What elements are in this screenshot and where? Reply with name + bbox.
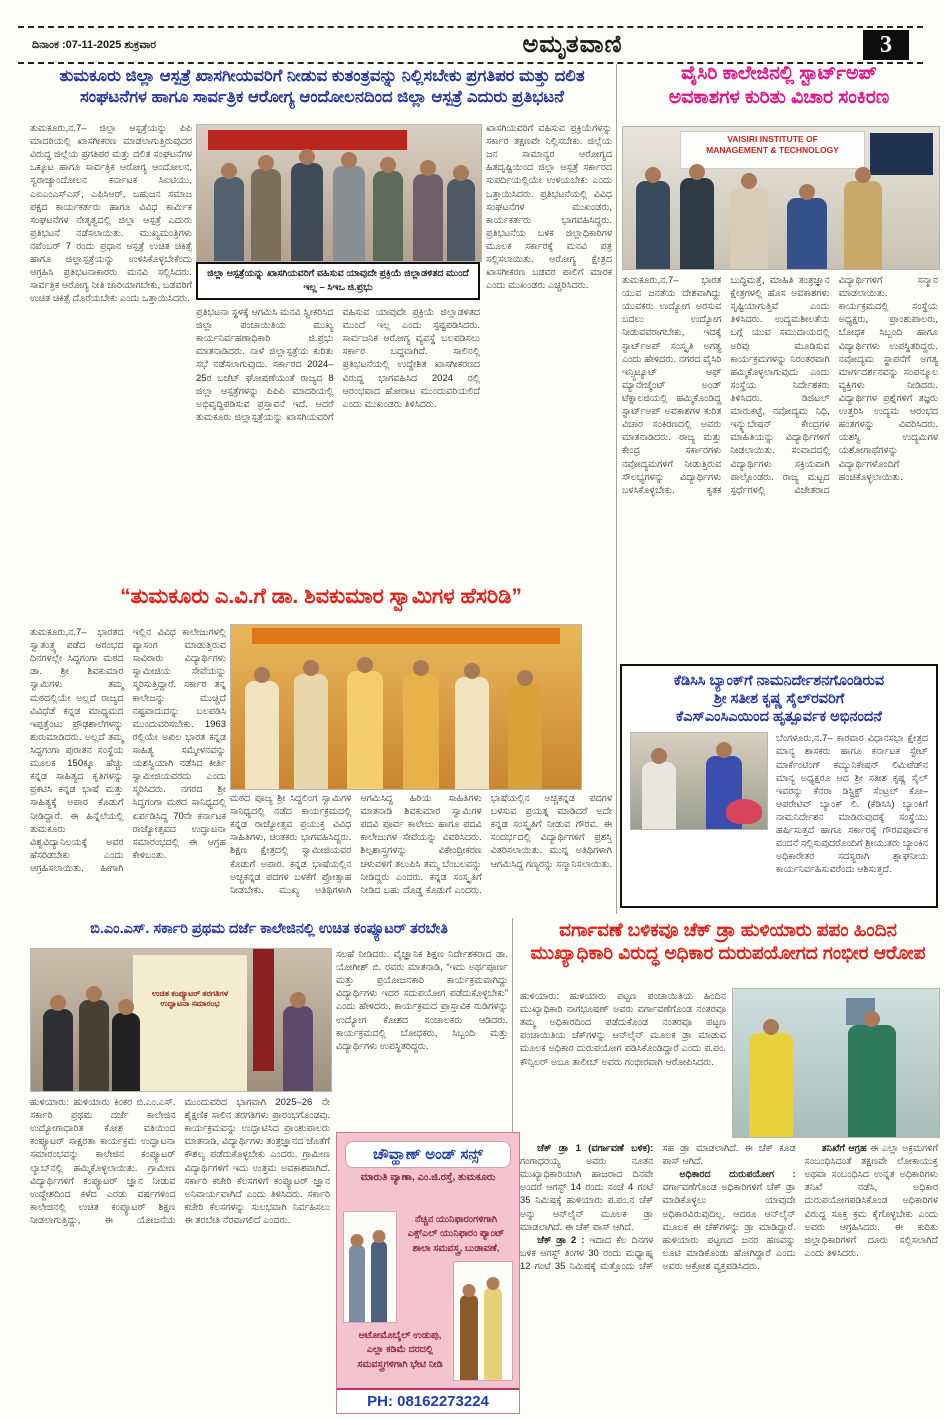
hospital-underphoto-text: ಪ್ರತಿಭಟನಾ ಸ್ಥಳಕ್ಕೆ ಆಗಮಿಸಿ ಮನವಿ ಸ್ವೀಕರಿಸಿದ ಜಿಲ್ಲಾ ಪಂಚಾಯಿತಿಯ ಮುಖ್ಯ ಕಾರ್ಯನಿರ್ವಹಣಾಧಿಕಾರಿ ಜಿ.ಪ್ರಭು ಮಾತನಾಡಿದರು. ನಾಳೆ ಜಿಲ್ಲಾಸ್ಪತ್ರೆಯ ಕುರಿತು ಸಭೆ ನಡೆಸಲಾಗುವುದು. ಸರ್ಕಾರದ 2024–25ರ ಬಜೆಟ್ ಘೋಷಣೆಯಂತೆ ರಾಜ್ಯದ 8 ಜಿಲ್ಲಾ ಆಸ್ಪತ್ರೆಗಳನ್ನು ಪಿಪಿಪಿ ಮಾದರಿಯಲ್ಲಿ ಅಭಿವೃದ್ಧಿಪಡಿಸುವ ಪ್ರಸ್ತಾವನೆ ಇದೆ. ಆದರೆ ತುಮಕೂರು ಜಿಲ್ಲಾಸ್ಪತ್ರೆಯನ್ನು ಖಾಸಗಿಯವರಿಗೆ ವಹಿಸುವ ಯಾವುದೇ ಪ್ರಕ್ರಿಯೆ ಜಿಲ್ಲಾಡಳಿತದ ಮುಂದೆ ಇಲ್ಲ ಎಂದು ಸ್ಪಷ್ಟಪಡಿಸಿದರು. ಸಾರ್ವಜನಿಕ ಆರೋಗ್ಯ ವ್ಯವಸ್ಥೆ ಬಲಪಡಿಸಲು ಸರ್ಕಾರ ಬದ್ಧವಾಗಿದೆ. ಸಾಲಿನಲ್ಲಿ ಪ್ರತಿಭಟನೆಯಲ್ಲಿ ಉದ್ದೇಶಿತ ಖಾಸಗೀಕರಣದ ವಿರುದ್ಧ ಭಾಗವಹಿಸಿದ 2024 ರಲ್ಲಿ ಆರಂಭವಾದ ಹೋರಾಟ ಮುಂದುವರಿಯಲಿದೆ ಎಂದು ಮುಖಂಡರು ತಿಳಿಸಿದರು. (196, 307, 480, 423)
masthead: ಅಮೃತವಾಣಿ (522, 31, 623, 58)
transfer-subhead-1: ಚೆಕ್ ಡ್ರಾ 1 (ವರ್ಗಾವಣೆ ಬಳಿಕ): (537, 1143, 654, 1154)
uniform-shop-ad (336, 1132, 520, 1414)
hospital-left-column: ತುಮಕೂರು,ನ.7– ಜಿಲ್ಲಾ ಆಸ್ಪತ್ರೆಯನ್ನು ಪಿಪಿ ಮಾದರಿಯಲ್ಲಿ ಖಾಸಗೀಕರಣ ಮಾಡಲಾಗುತ್ತಿರುವುದರ ವಿರುದ್ಧ ಜಿಲ್ಲೆಯ ಪ್ರಗತಿಪರ ಮತ್ತು ದಲಿತ ಸಂಘಟನೆಗಳ ಒಕ್ಕೂಟ ಹಾಗೂ ಸಾರ್ವತ್ರಿಕ ಆರೋಗ್ಯ ಆಂದೋಲನ, ಸ್ವರಾಜ್ಯಾಂದೋಲನ ಕರ್ನಾಟಕ ಸಿಐಟಿಯು, ಎಐಎಂಎಸ್ಎಸ್, ಎಪಿಸಿಆರ್, ಬಹುಜನ ಸಮಾಜ ಪಕ್ಷದ ಕಾರ್ಯಕರ್ತರು ಹಾಗೂ ವಿವಿಧ ಕಾರ್ಮಿಕ ಸಂಘಟನೆಗಳ ನೇತೃತ್ವದಲ್ಲಿ ಜಿಲ್ಲಾ ಆಸ್ಪತ್ರೆ ಎದುರು ಪ್ರತಿಭಟನೆ ನಡೆಸಲಾಯಿತು. ಮುಖ್ಯಮಂತ್ರಿಗಳು ನವೆಂಬರ್ 7 ರಂದು ಪ್ರಧಾನ ಆಸ್ಪತ್ರೆ ಉಚಿತ ಚಿಕಿತ್ಸೆ ಹಾಗೂ ಜಿಲ್ಲಾಸ್ಪತ್ರೆಯನ್ನು ಉಳಿಸಿಕೊಳ್ಳಬೇಕೆಂದು ಆಗ್ರಹಿಸಿ ಪ್ರತಿಭಟನಾಕಾರರು ಮನವಿ ಸಲ್ಲಿಸಿದರು. ಸಾರ್ವತ್ರಿಕ ಆರೋಗ್ಯ ನೀತಿ ಜಾರಿಯಾಗಬೇಕು, ಬಡವರಿಗೆ ಉಚಿತ ಚಿಕಿತ್ಸೆ ದೊರೆಯಬೇಕು ಎಂದು ಒತ್ತಾಯಿಸಿದರು. (30, 123, 192, 305)
ad-kids-image-left (343, 1211, 397, 1323)
kdcc-body: ಬೆಂಗಳೂರು,ನ.7– ಕಾರವಾರ ವಿಧಾನಸಭಾ ಕ್ಷೇತ್ರದ ಮಾನ್ಯ ಶಾಸಕರು ಹಾಗೂ ಕರ್ನಾಟಕ ಸ್ಟೇಟ್ ಮಾರ್ಕೆಂಟಿಂಗ್ ಕಮ್ಯುನಿಕೇಷನ್ ಲಿಮಿಟೆಡ್‌ನ ಮಾನ್ಯ ಅಧ್ಯಕ್ಷರೂ ಆದ ಶ್ರೀ ಸತೀಶ ಕೃಷ್ಣ ಸೈಲ್ ಇವರನ್ನು ಕೆನರಾ ಡಿಸ್ಟ್ರಿಕ್ಟ್ ಸೆಂಟ್ರಲ್ ಕೋ–ಆಪರೇಟಿವ್ ಬ್ಯಾಂಕ್ ಲಿ. (ಕೆಡಿಸಿಸಿ) ಬ್ಯಾಂಕಿಗೆ ನಾಮನಿರ್ದೇಶನ ಮಾಡಿರುವುದಕ್ಕೆ ಸಂಸ್ಥೆಯು ಹರ್ಷಿಸುತ್ತದೆ ಹಾಗೂ ಸರ್ಕಾರಕ್ಕೆ ಗೌರವಪೂರ್ವಕ ವಂದನೆ ಸಲ್ಲಿಸುವುದರೊಂದಿಗೆ ಶ್ರೀಯುತರು ಬ್ಯಾಂಕಿನ ಅಧಿಕಾರೇತರ ಸದಸ್ಯರಾಗಿ ಶ್ಲಾಘನೀಯ ಕಾರ್ಯನಿರ್ವಹಿಸುವರೆಂದು ಆಶಿಸುತ್ತದೆ. (776, 733, 928, 876)
ad-text-lines: ನೆಚ್ಚಿನ ಯುನಿಫಾರಂಗಳಿಗಾಗಿ ಎಕ್ಸ್‌ಎಲ್ ಯುನಿಫಾರಂ ಪ್ಯಾಂಟ್ ಶಾಲಾ ಸಮವಸ್ತ್ರ, ಬುಡಾವಣೆ, (407, 1214, 505, 1254)
vaisiri-banner-line2: MANAGEMENT & TECHNOLOGY (706, 144, 839, 155)
column-divider (616, 64, 617, 914)
transfer-subhead-4: ತನಿಖೆಗೆ ಆಗ್ರಹ (821, 1143, 867, 1154)
ad-text-lines-2: ಆಟೋಮೊಬೈಲ್ ಉಡುಪು, ಎಲ್ಲಾ ಕಡಿಮೆ ದರದಲ್ಲಿ ಸಮವಸ್ತ್ರಗಳಿಗಾಗಿ ಭೇಟಿ ನೀಡಿ (357, 1330, 443, 1370)
hospital-right-column: ಖಾಸಗಿಯವರಿಗೆ ವಹಿಸುವ ಪ್ರಕ್ರಿಯೆಗಳನ್ನು ಸರ್ಕಾರ ತಕ್ಷಣವೇ ನಿಲ್ಲಿಸಬೇಕು. ಜಿಲ್ಲೆಯ ಜನ ಸಾಮಾನ್ಯರ ಆರೋಗ್ಯದ ಹಿತದೃಷ್ಟಿಯಿಂದ ಜಿಲ್ಲಾ ಆಸ್ಪತ್ರೆ ಸರ್ಕಾರದ ಸುಪರ್ದಿಯಲ್ಲಿಯೇ ಉಳಿಯಬೇಕು ಎಂದು ಒತ್ತಾಯಿಸಿದರು. ಪ್ರತಿಭಟನೆಯಲ್ಲಿ ವಿವಿಧ ಸಂಘಟನೆಗಳ ಮುಖಂಡರು, ಕಾರ್ಯಕರ್ತರು ಭಾಗವಹಿಸಿದ್ದರು. ಪ್ರತಿಭಟನೆಯ ಬಳಿಕ ಜಿಲ್ಲಾಧಿಕಾರಿಗಳ ಮೂಲಕ ಸರ್ಕಾರಕ್ಕೆ ಮನವಿ ಪತ್ರ ಸಲ್ಲಿಸಲಾಯಿತು. ಆರೋಗ್ಯ ಕ್ಷೇತ್ರದ ಖಾಸಗೀಕರಣ ಬಡವರ ಪಾಲಿಗೆ ಮಾರಕ ಎಂದು ಮುಖಂಡರು ಎಚ್ಚರಿಸಿದರು. (486, 123, 612, 292)
transfer-subhead-3: ಅಧಿಕಾರದ ದುರುಪಯೋಗ : (679, 1169, 796, 1181)
avname-underphoto-text: ಮಠದ ಪೂಜ್ಯ ಶ್ರೀ ಸಿದ್ಧಲಿಂಗ ಸ್ವಾಮಿಗಳ ಸಾನಿಧ್ಯದಲ್ಲಿ ನಡೆದ ಕಾರ್ಯಕ್ರಮದಲ್ಲಿ ಕನ್ನಡ ರಾಜ್ಯೋತ್ಸವ ಪ್ರಯುಕ್ತ ವಿವಿಧ ಸಾಹಿತಿಗಳು, ಚಿಂತಕರು ಭಾಗವಹಿಸಿದ್ದರು. ಶಿಕ್ಷಣ ಕ್ಷೇತ್ರದಲ್ಲಿ ಸ್ವಾಮೀಜಿಯವರ ಕೊಡುಗೆ ಅಪಾರ. ಕನ್ನಡ ಭಾಷೆಯಲ್ಲಿನ ಅಚ್ಚಕನ್ನಡ ಪದಗಳ ಬಳಕೆಗೆ ಪ್ರೋತ್ಸಾಹ ನೀಡಬೇಕು. ಮುಖ್ಯ ಅತಿಥಿಗಳಾಗಿ ಆಗಮಿಸಿದ್ದ ಹಿರಿಯ ಸಾಹಿತಿಗಳು ಮಾತನಾಡಿ ಶಿವಕುಮಾರ ಸ್ವಾಮಿಗಳ ಪದವಿ ಪೂರ್ವ ಕಾಲೇಜು ಹಾಗೂ ಪದವಿ ಕಾಲೇಜುಗಳ ಸೇವೆಯನ್ನು ವಿವರಿಸಿದರು. ಶಿಲ್ಪಶಾಸ್ತ್ರಗಳನ್ನು ವಿಕೇಂದ್ರೀಕರಣ ಚಳುವಳಿಗೆ ತಲುಪಿಸಿ ತಮ್ಮ ಬೆಂಬಲವನ್ನು ನೀಡಿದ್ದರು ಎಂದರು. ಕನ್ನಡ ಸಂಸ್ಕೃತಿಗೆ ನೀಡಿದ ಬಹು ದೊಡ್ಡ ಕೊಡುಗೆ ಎಂದರು. ಭಾಷೆಯಲ್ಲಿನ ಅಚ್ಚಕನ್ನಡ ಪದಗಳ ಬಳಸುವ ಪ್ರಯತ್ನ ಮಾಡಿದರೆ ಅದೇ ಕನ್ನಡ ಸಂಸ್ಕೃತಿಗೆ ನೀಡುವ ಗೌರವ. ಈ ಸಂದರ್ಭದಲ್ಲಿ ವಿದ್ಯಾರ್ಥಿಗಳಿಗೆ ಪ್ರಶಸ್ತಿ ವಿತರಿಸಲಾಯಿತು. ಮುನ್ನ ಅತಿಥಿಗಳಾಗಿ ಆಗಮಿಸಿದ್ದ ಗಣ್ಯರನ್ನು ಸನ್ಮಾನಿಸಲಾಯಿತು. (230, 793, 612, 896)
kdcc-box (620, 664, 938, 908)
ad-kids-image-right (453, 1261, 513, 1381)
bms-underphoto-text: ಹುಳಿಯಾರು: ಹುಳಿಯಾರು ಕಿಂಕರ ಬಿ.ಎಂ.ಎಸ್. ಸರ್ಕಾರಿ ಪ್ರಥಮ ದರ್ಜೆ ಕಾಲೇಜಿನ ಉದ್ಯೋಗಾಧಾರಿತ ಕೋಶ ವತಿಯಿಂದ ಕಂಪ್ಯೂಟರ್ ಸಾಕ್ಷರತಾ ಕಾರ್ಯಕ್ರಮ ಉದ್ಘಾಟನಾ ಸಮಾರಂಭವನ್ನು ಕಾಲೇಜಿನ ಕಂಪ್ಯೂಟರ್ ಲ್ಯಾಬ್‌ನಲ್ಲಿ ಹಮ್ಮಿಕೊಳ್ಳಲಾಯಿತು. ಗ್ರಾಮೀಣ ವಿದ್ಯಾರ್ಥಿಗಳಿಗೆ ಕಂಪ್ಯೂಟರ್ ಜ್ಞಾನ ನೀಡುವ ಉದ್ದೇಶದಿಂದ ಕಳೆದ ಎರಡು ವರ್ಷಗಳಿಂದ ಕಾಲೇಜಿನಲ್ಲಿ ಉಚಿತ ಕಂಪ್ಯೂಟರ್ ಶಿಕ್ಷಣ ನೀಡಲಾಗುತ್ತಿದ್ದು, ಈ ಯೋಜನೆಯ ಮುಂದುವರಿದ ಭಾಗವಾಗಿ 2025–26 ನೇ ಶೈಕ್ಷಣಿಕ ಸಾಲಿನ ತರಗತಿಗಳು ಪ್ರಾರಂಭಗೊಂಡವು. ಕಾರ್ಯಕ್ರಮವನ್ನು ಉದ್ಘಾಟಿಸಿದ ಪ್ರಾಂಶುಪಾಲರು ಮಾತನಾಡಿ, ವಿದ್ಯಾರ್ಥಿಗಳು ತಂತ್ರಜ್ಞಾನದ ಜೊತೆಗೆ ಕೌಶಲ್ಯ ಪಡೆದುಕೊಳ್ಳಬೇಕು ಎಂದರು. ಗ್ರಾಮೀಣ ವಿದ್ಯಾರ್ಥಿಗಳಿಗೆ ಇದು ಉತ್ತಮ ಅವಕಾಶವಾಗಿದೆ. ಸರ್ಕಾರಿ ಕಚೇರಿ ಕೆಲಸಗಳಿಗೆ ಕಂಪ್ಯೂಟರ್ ಜ್ಞಾನ ಅನಿವಾರ್ಯವಾಗಿದೆ ಎಂದು ತಿಳಿಸಿದರು. ಸರ್ಕಾರಿ ಕಚೇರಿ ಕೆಲಸಗಳನ್ನು ಸುಲಭವಾಗಿ ನಿರ್ವಹಿಸಲು ಈ ತರಬೇತಿ ನೆರವಾಗಲಿದೆ ಎಂದರು. (30, 1097, 330, 1226)
ad-address: ಮಾರುತಿ ವ್ಯಾಣಾ, ಎಂ.ಜಿ.ರಸ್ತೆ, ತುಮಕೂರು (360, 1172, 496, 1183)
vaisiri-body-text: ತುಮಕೂರು,ನ.7– ಭಾರತ ಯುವ ಜನತೆಯ ದೇಶವಾಗಿದ್ದು ಯುವಕರು ಉದ್ಯೋಗ ಅರಸುವ ಬದಲು ಉದ್ಯೋಗ ನೀಡುವವರಾಗಬೇಕು, ಇದಕ್ಕೆ ಸ್ಟಾರ್ಟ್‌ಅಪ್ ಸಂಸ್ಕೃತಿ ಅಗತ್ಯ ಎಂದು ಹೇಳಿದರು. ನಗರದ ವೈಸಿರಿ ಇನ್ಸ್ಟಿಟ್ಯೂಟ್ ಆಫ್ ಮ್ಯಾನೇಜ್ಮೆಂಟ್ ಅಂಡ್ ಟೆಕ್ನಾಲಜಿಯಲ್ಲಿ ಹಮ್ಮಿಕೊಂಡಿದ್ದ ಸ್ಟಾರ್ಟ್‌ಅಪ್ ಅವಕಾಶಗಳ ಕುರಿತ ವಿಚಾರ ಸಂಕಿರಣದಲ್ಲಿ ಅವರು ಮಾತನಾಡಿದರು. ರಾಜ್ಯ ಮತ್ತು ಕೇಂದ್ರ ಸರ್ಕಾರಗಳು ನವೋದ್ಯಮಗಳಿಗೆ ನೀಡುತ್ತಿರುವ ಸೌಲಭ್ಯಗಳನ್ನು ವಿದ್ಯಾರ್ಥಿಗಳು ಬಳಸಿಕೊಳ್ಳಬೇಕು. ಕೃತಕ ಬುದ್ಧಿಮತ್ತೆ, ಮಾಹಿತಿ ತಂತ್ರಜ್ಞಾನ ಕ್ಷೇತ್ರಗಳಲ್ಲಿ ಹೊಸ ಅವಕಾಶಗಳು ಸೃಷ್ಟಿಯಾಗುತ್ತಿವೆ ಎಂದು ತಿಳಿಸಿದರು. ಉದ್ಯಮಶೀಲತೆಯ ಬಗ್ಗೆ ಯುವ ಸಮುದಾಯದಲ್ಲಿ ಅರಿವು ಮೂಡಿಸುವ ಕಾರ್ಯಕ್ರಮಗಳನ್ನು ನಿರಂತರವಾಗಿ ಹಮ್ಮಿಕೊಳ್ಳಲಾಗುವುದು ಎಂದು ಸಂಸ್ಥೆಯ ನಿರ್ದೇಶಕರು ತಿಳಿಸಿದರು. ಡಿಜಿಟಲ್ ಮಾರುಕಟ್ಟೆ, ನವೋದ್ಯಮ ನಿಧಿ, ಇನ್ಕ್ಯುಬೇಷನ್ ಕೇಂದ್ರಗಳ ಮಾಹಿತಿಯನ್ನು ವಿದ್ಯಾರ್ಥಿಗಳಿಗೆ ನೀಡಲಾಯಿತು. ಸಂವಾದದಲ್ಲಿ ವಿದ್ಯಾರ್ಥಿಗಳು ಸಕ್ರಿಯವಾಗಿ ಪಾಲ್ಗೊಂಡರು. ರಾಜ್ಯ ಮಟ್ಟದ ಸ್ಪರ್ಧೆಗಳಲ್ಲಿ ವಿಜೇತರಾದ ವಿದ್ಯಾರ್ಥಿಗಳಿಗೆ ಸನ್ಮಾನ ಮಾಡಲಾಯಿತು. ಕಾರ್ಯಕ್ರಮದಲ್ಲಿ ಸಂಸ್ಥೆಯ ಅಧ್ಯಕ್ಷರು, ಪ್ರಾಂಶುಪಾಲರು, ಬೋಧಕ ಸಿಬ್ಬಂದಿ ಹಾಗೂ ವಿದ್ಯಾರ್ಥಿಗಳು ಉಪಸ್ಥಿತರಿದ್ದರು. ನವೋದ್ಯಮ ಸ್ಥಾಪನೆಗೆ ಅಗತ್ಯ ಮಾರ್ಗದರ್ಶನವನ್ನು ಸಂಪನ್ಮೂಲ ವ್ಯಕ್ತಿಗಳು ನೀಡಿದರು. ವಿದ್ಯಾರ್ಥಿಗಳ ಪ್ರಶ್ನೆಗಳಿಗೆ ತಜ್ಞರು ಉತ್ತರಿಸಿ ಉದ್ಯಮ ಆರಂಭದ ಹಂತಗಳನ್ನು ವಿವರಿಸಿದರು. ಯಶಸ್ವಿ ಉದ್ಯಮಿಗಳ ಯಶೋಗಾಥೆಗಳನ್ನು ವಿದ್ಯಾರ್ಥಿಗಳೊಂದಿಗೆ ಹಂಚಿಕೊಳ್ಳಲಾಯಿತು. (622, 275, 938, 496)
hospital-headline: ತುಮಕೂರು ಜಿಲ್ಲಾ ಆಸ್ಪತ್ರೆ ಖಾಸಗೀಯವರಿಗೆ ನೀಡುವ ಕುತಂತ್ರವನ್ನು ನಿಲ್ಲಿಸಬೇಕು ಪ್ರಗತಿಪರ ಮತ್ತು ದಲಿತ ಸಂಘಟನೆಗಳ ಹಾಗೂ ಸಾರ್ವತ್ರಿಕ ಆರೋಗ್ಯ ಆಂದೋಲನದಿಂದ ಜಿಲ್ಲಾ ಆಸ್ಪತ್ರೆ ಎದುರು ಪ್ರತಿಭಟನೆ (59, 67, 585, 106)
transfer-subhead-2: ಚೆಕ್ ಡ್ರಾ 2 : (537, 1234, 585, 1246)
vaisiri-headline: ವೈಸಿರಿ ಕಾಲೇಜಿನಲ್ಲಿ ಸ್ಟಾರ್ಟ್‌ಅಪ್ ಅವಕಾಶಗಳ ಕುರಿತು ವಿಚಾರ ಸಂಕಿರಣ (668, 63, 890, 108)
kdcc-photo (630, 732, 768, 830)
kdcc-headline: ಕೆಡಿಸಿಸಿ ಬ್ಯಾಂಕ್‌ಗೆ ನಾಮನಿರ್ದೇಶನಗೊಂಡಿರುವ ಶ್ರೀ ಸತೀಶ ಕೃಷ್ಣ ಸೈಲ್‌ರವರಿಗೆ ಕೆಎಸ್‌ಎಂಸಿಎಯಿಂದ ಹೃತ್ಪೂರ್ವಕ ಅಭಿನಂದನೆ (673, 673, 885, 726)
avname-left-columns: ತುಮಕೂರು,ನ.7– ಭಾರತದ ಸ್ವಾತಂತ್ರ್ಯ ಪಡೆದ ಆರಂಭದ ದಿನಗಳಲ್ಲೇ ಸಿದ್ಧಗಂಗಾ ಮಠದ ಡಾ. ಶ್ರೀ ಶಿವಕುಮಾರ ಸ್ವಾಮಿಗಳು ತಮ್ಮ ಮಠದಲ್ಲಿಯೇ ಅಲ್ಲದೆ ರಾಜ್ಯದ ವಿವಿಧೆಡೆ ಕನ್ನಡ ಮಾಧ್ಯಮದ ಇಪ್ಪತ್ತೆಂಟು ಪ್ರೌಢಶಾಲೆಗಳನ್ನು ಶುರುಮಾಡಿದರು. ಅಲ್ಲದೆ ತಮ್ಮ ಸಿದ್ಧಗಂಗಾ ಪುರಾತನ ಸಂಸ್ಥೆಯ ಮೂಲಕ 150ಕ್ಕೂ ಹೆಚ್ಚು ಕನ್ನಡ ಸಾಹಿತ್ಯದ ಕೃತಿಗಳನ್ನು ಪ್ರಕಟಿಸಿ ಕನ್ನಡ ಭಾಷೆ ಮತ್ತು ಸಾಹಿತ್ಯಕ್ಕೆ ಅಪಾರ ಕೊಡುಗೆ ನೀಡಿದ್ದಾರೆ. ಈ ಹಿನ್ನೆಲೆಯಲ್ಲಿ ತುಮಕೂರು ವಿಶ್ವವಿದ್ಯಾನಿಲಯಕ್ಕೆ ಅವರ ಹೆಸರಿಡಬೇಕು ಎಂದು ಆಗ್ರಹಿಸಲಾಯಿತು. ಹೀಗಾಗಿ ಇಲ್ಲಿನ ವಿವಿಧ ಕಾಲೇಜುಗಳಲ್ಲಿ ವ್ಯಾಸಂಗ ಮಾಡುತ್ತಿರುವ ಸಾವಿರಾರು ವಿದ್ಯಾರ್ಥಿಗಳು ಸ್ವಾಮೀಜಿಯ ಸೇವೆಯನ್ನು ಸ್ಮರಿಸುತ್ತಿದ್ದಾರೆ. ಸರ್ಕಾರ ತನ್ನ ಕಾಲೇಜನ್ನು ಮುಚ್ಚಿದೆ ನಷ್ಟವಾದುದನ್ನು ಬಲಪಡಿಸಿ ಮುಂದುವರಿಸಬೇಕು. 1963 ರಲ್ಲಿಯೇ ಅಖಿಲ ಭಾರತ ಕನ್ನಡ ಸಾಹಿತ್ಯ ಸಮ್ಮೇಳನವನ್ನು ಯಶಸ್ವಿಯಾಗಿ ನಡೆಸಿದ ಕೀರ್ತಿ ಸ್ವಾಮೀಜಿಯವರದು ಎಂದು ಸ್ಮರಿಸಿದರು. ನಗರದ ಶ್ರೀ ಸಿದ್ಧಗಂಗಾ ಮಠದ ಸಾನಿಧ್ಯದಲ್ಲಿ ಏರ್ಪಡಿಸಿದ್ದ 70ನೇ ಕರ್ನಾಟಕ ರಾಜ್ಯೋತ್ಸವದ ಉದ್ಘಾಟನಾ ಸಮಾರಂಭದಲ್ಲಿ ಈ ಆಗ್ರಹ ಕೇಳಿಬಂತು. (30, 627, 226, 874)
vaisiri-banner-line1: VAISIRI INSTITUTE OF (727, 134, 818, 145)
bms-headline: ಬಿ.ಎಂ.ಎಸ್. ಸರ್ಕಾರಿ ಪ್ರಥಮ ದರ್ಜೆ ಕಾಲೇಜಿನಲ್ಲಿ ಉಚಿತ ಕಂಪ್ಯೂಟರ್ ತರಬೇತಿ (90, 921, 448, 937)
date-line: ದಿನಾಂಕ :07-11-2025 ಶುಕ್ರವಾರ (32, 38, 157, 51)
page-number: 3 (863, 30, 909, 60)
page-header (18, 26, 923, 64)
hospital-protest-photo (196, 124, 482, 262)
avname-headline: “ತುಮಕೂರು ಎ.ವಿ.ಗೆ ಡಾ. ಶಿವಕುಮಾರ ಸ್ವಾಮಿಗಳ ಹೆಸರಿಡಿ” (120, 585, 522, 608)
bms-event-photo: ಉಚಿತ ಕಂಪ್ಯೂಟರ್ ತರಗತಿಗಳ ಉದ್ಘಾಟನಾ ಸಮಾರಂಭ (30, 948, 332, 1092)
transfer-lead-text: ಹುಳಿಯಾರು: ಹುಳಿಯಾರು ಪಟ್ಟಣ ಪಂಚಾಯಿತಿಯ ಹಿಂದಿನ ಮುಖ್ಯಾಧಿಕಾರಿ ನಾಗಭೂಷಣ್ ಅವರು ವರ್ಗಾವಣೆಗೊಂಡ ನಂತರವೂ ತಮ್ಮ ಅಧಿಕಾರದಿಂದ ಪಡೆದುಕೊಂಡ ನಂತರವೂ ಪಟ್ಟಣ ಪಂಚಾಯಿತಿಯ ಚೆಕ್‌ಗಳನ್ನು ಆನ್‌ಲೈನ್ ಮೂಲಕ ಡ್ರಾ ಮಾಡುವ ಮೂಲಕ ಅಧಿಕಾರ ದುರುಪಯೋಗ ಪಡಿಸಿಕೊಂಡಿದ್ದಾರೆ ಎಂದು ಪ.ಪಂ. ಕೌನ್ಸಿಲರ್ ಅಬೂ ತಾಲೀಬ್ ಅವರು ಗಂಭೀರವಾಗಿ ಆರೋಪಿಸಿದರು. (520, 991, 726, 1068)
vaisiri-event-photo (622, 126, 940, 270)
ad-title: ಚೌವ್ಹಾಣ್ ಅಂಡ್ ಸನ್ಸ್ (345, 1141, 511, 1168)
avname-event-photo (230, 624, 582, 790)
hospital-photo-caption: ಜಿಲ್ಲಾ ಆಸ್ಪತ್ರೆಯನ್ನು ಖಾಸಗಿಯವರಿಗೆ ವಹಿಸುವ ಯಾವುದೇ ಪ್ರಕ್ರಿಯೆ ಜಿಲ್ಲಾಡಳಿತದ ಮುಂದೆ ಇಲ್ಲ – ಸಿಇಒ ಜಿ.ಪ್ರಭು (196, 262, 480, 300)
transfer-headline: ವರ್ಗಾವಣೆ ಬಳಿಕವೂ ಚೆಕ್ ಡ್ರಾ ಹುಳಿಯಾರು ಪಪಂ ಹಿಂದಿನ ಮುಖ್ಯಾಧಿಕಾರಿ ವಿರುದ್ಧ ಅಧಿಕಾರ ದುರುಪಯೋಗದ ಗಂಭೀರ ಆರೋಪ (530, 919, 926, 964)
transfer-meeting-photo (732, 988, 940, 1138)
bms-right-column: ಸಲಹೆ ನೀಡಿದರು. ವೈಜ್ಞಾನಿಕ ಶಿಕ್ಷಣ ನಿರ್ದೇಶಕರಾದ ಡಾ. ಯೋಗೀಶ್ ಬಿ. ರವರು ಮಾತನಾಡಿ, “ಇದು ಅರ್ಥಪೂರ್ಣ ಮತ್ತು ಪ್ರಯೋಜನಕಾರಿ ಕಾರ್ಯಕ್ರಮವಾಗಿದ್ದು ವಿದ್ಯಾರ್ಥಿಗಳು ಇದರ ಸದುಪಯೋಗ ಪಡೆದುಕೊಳ್ಳಬೇಕು” ಎಂದು ಹೇಳಿದರು. ಕಾರ್ಯಕ್ರಮದ ಪ್ರಾಸ್ತಾವಿಕ ನುಡಿಗಳನ್ನು ಉದ್ಯೋಗ ಕೋಶದ ಸಂಚಾಲಕರು ಆಡಿದರು. ಕಾರ್ಯಕ್ರಮದಲ್ಲಿ ಬೋಧಕರು, ಸಿಬ್ಬಂದಿ ಮತ್ತು ವಿದ್ಯಾರ್ಥಿಗಳು ಉಪಸ್ಥಿತರಿದ್ದರು. (336, 949, 508, 1052)
ad-phone: PH: 08162273224 (337, 1388, 519, 1413)
transfer-detail-text: ಚೆಕ್ ಡ್ರಾ 1 (ವರ್ಗಾವಣೆ ಬಳಿಕ): ಗಂಗಾಧರಯ್ಯ ಅವರು ನೂತನ ಮುಖ್ಯಾಧಿಕಾರಿಯಾಗಿ ಹಾಜರಾದ ದಿನವೇ ಅಂದರೆ ಆಗಸ್ಟ್ 14 ರಂದು ಸಂಜೆ 4 ಗಂಟೆ 35 ನಿಮಿಷಕ್ಕೆ ಹುಳಿಯಾರು ಪ.ಪಂ.ನ ಚೆಕ್ ಅನ್ನು ಆನ್‌ಲೈನ್ ಮೂಲಕ ಡ್ರಾ ಮಾಡಲಾಗಿದೆ. ಈ ಚೆಕ್ ಪಾಸ್ ಆಗಿದೆ. ಚೆಕ್ ಡ್ರಾ 2 : ಇದಾದ ಕೆಲ ದಿನಗಳ ಬಳಿಕ ಆಗಸ್ಟ್ ತಿಂಗಳ 30 ರಂದು ಮಧ್ಯಾಹ್ನ 12 ಗಂಟೆ 35 ನಿಮಿಷಕ್ಕೆ ಮತ್ತೊಂದು ಚೆಕ್ ಸಹ ಡ್ರಾ ಮಾಡಲಾಗಿದೆ. ಈ ಚೆಕ್ ಕೂಡ ಪಾಸ್ ಆಗಿದೆ. ಅಧಿಕಾರದ ದುರುಪಯೋಗ : ವರ್ಗಾವಣೆಗೊಂಡ ಅಧಿಕಾರಿಗಳಿಗೆ ಚೆಕ್ ಡ್ರಾ ಮಾಡಿಕೊಳ್ಳಲು ಯಾವುದೇ ಅಧಿಕಾರವಿರುವುದಿಲ್ಲ. ಆದರೂ ಆನ್‌ಲೈನ್ ಮೂಲಕ ಈ ಚೆಕ್‌ಗಳನ್ನು ಡ್ರಾ ಮಾಡಿದ್ದಾರೆ. ಹುಳಿಯಾರು ಪಟ್ಟಣದ ಜನರ ಹಣವನ್ನು ಲೂಟಿ ಮಾಡಿಕೊಂಡು ಹೋಗಿದ್ದಾರೆ ಎಂದು ಅವರು ಆಕ್ರೋಶ ವ್ಯಕ್ತಪಡಿಸಿದರು. ತನಿಖೆಗೆ ಆಗ್ರಹ ಈ ಎಲ್ಲಾ ಅಕ್ರಮಗಳಿಗೆ ಸಂಬಂಧಿಸಿದಂತೆ ತಕ್ಷಣವೇ ಲೋಕಾಯುಕ್ತ ಅಥವಾ ಸಂಬಂಧಿಸಿದ ಉನ್ನತ ಅಧಿಕಾರಿಗಳು ತನಿಖೆ ನಡೆಸಿ, ಅಧಿಕಾರ ದುರುಪಯೋಗಪಡಿಸಿಕೊಂಡ ಅಧಿಕಾರಿಗಳ ವಿರುದ್ಧ ಸೂಕ್ತ ಕ್ರಮ ಕೈಗೊಳ್ಳಬೇಕು ಎಂದು ಅವರು ಆಗ್ರಹಿಸಿದರು. ಈ ಕುರಿತು ಜಿಲ್ಲಾಧಿಕಾರಿಗಳಿಗೆ ದೂರು ಸಲ್ಲಿಸಲಾಗಿದೆ ಎಂದು ತಿಳಿಸಿದರು. (520, 1143, 938, 1272)
